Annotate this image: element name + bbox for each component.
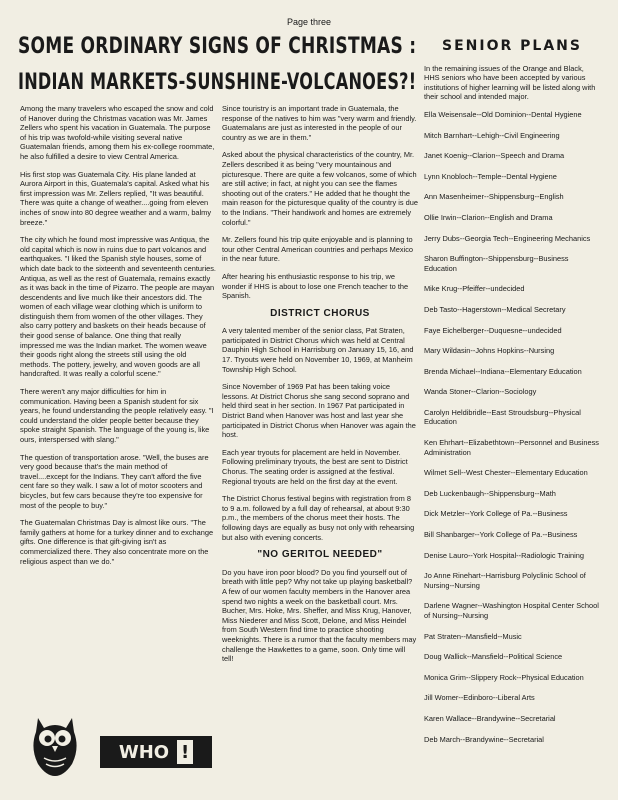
senior-plan-entry: Ann Masenheimer--Shippensburg--English (424, 192, 564, 202)
senior-plan-entry: Dick Metzler--York College of Pa.--Business (424, 509, 568, 519)
senior-plan-entry: Mary Wildasin--Johns Hopkins--Nursing (424, 346, 555, 356)
article-paragraph: The Guatemalan Christmas Day is almost like ours. "The family gathers at home for a turkey dinner and to exchange gifts. One difference is that gift-giving isn't as commercialized there. They also concentrate more on the religious aspect than we do." (20, 518, 214, 566)
senior-plan-entry: Jo Anne Rinehart--Harrisburg Polyclinic School of Nursing--Nursing (424, 571, 586, 590)
senior-plan-entry: Deb March--Brandywine--Secretarial (424, 734, 544, 744)
who-logo (100, 736, 212, 768)
senior-plan-entry: Denise Lauro--York Hospital--Radiologic Training (424, 550, 584, 560)
senior-plan-entry: Mike Krug--Pfeiffer--undecided (424, 284, 525, 294)
article-column-left (20, 104, 217, 574)
senior-plans-title: SENIOR PLANS (442, 38, 582, 54)
senior-plan-entry: Faye Eichelberger--Duquesne--undecided (424, 325, 562, 335)
article-paragraph: Asked about the physical characteristics of the country, Mr. Zellers described it as being "very mountainous and picturesque. There are quite a few volcanos, some of which are still active; in fact, at night you can see the flames shooting out of the craters." He added that he thought the main reason for the picturesque quality of the country is due to the Indians. "Their handiwork and homes are extremely colorful." (222, 150, 418, 227)
senior-plan-entry: Wilmet Sell--West Chester--Elementary Education (424, 468, 588, 478)
senior-plan-entry: Carolyn Heldibridle--East Stroudsburg--Physical Education (424, 407, 581, 427)
senior-plan-entry: Wanda Stoner--Clarion--Sociology (424, 387, 537, 397)
senior-plans-list (424, 110, 600, 744)
geritol-paragraph: Do you have iron poor blood? Do you find yourself out of breath with little pep? Why not take up playing basketball? A few of our women faculty members in the Hanover area spend two nights a week on the basketball court. Mrs. Bucher, Mrs. Hoke, Mrs. Sheffer, and Miss Krug, Hanover, Miss Niederer and Miss Scott, Delone, and Miss Heindel from South Western find time to practice shooting weeknights. There is a rumor that the faculty members may challenge the Hawkettes to a game, soon. Only time will tell! (222, 567, 417, 664)
chorus-paragraph: Since November of 1969 Pat has been taking voice lessons. At District Chorus she sang second soprano and held third seat in her section. In 1967 Pat participated in District Band when Hanover was host and last year she participated in District Chorus when Hanover was again the host. (222, 382, 416, 440)
senior-plan-entry: Bill Shanbarger--York College of Pa.--Business (424, 530, 578, 540)
headline-line-2: INDIAN MARKETS-SUNSHINE-VOLCANOES?! (18, 70, 417, 95)
senior-plan-entry: Ollie Irwin--Clarion--English and Drama (424, 212, 553, 222)
senior-plan-entry: Doug Wallick--Mansfield--Political Science (424, 652, 563, 662)
senior-plan-entry: Deb Luckenbaugh--Shippensburg--Math (424, 488, 556, 498)
page-number: Page three (286, 17, 332, 27)
senior-plan-entry: Brenda Michael--Indiana--Elementary Education (424, 366, 582, 376)
article-column-middle (222, 104, 418, 672)
district-chorus-heading: DISTRICT CHORUS (270, 307, 370, 319)
senior-plan-entry: Ken Ehrhart--Elizabethtown--Personnel and Business Administration (424, 438, 600, 457)
article-paragraph: The question of transportation arose. "Well, the buses are very good because that's the main method of travel....except for the Indians. They can't afford the five cent fare so they walk. I saw a lot of motor scooters and bicycles, but few cars because they're too expensive for most of the people to buy." (20, 452, 209, 510)
article-paragraph: His first stop was Guatemala City. His plane landed at Aurora Airport in this, Guatemala's capital. Asked what his first impression was Mr. Zellers replied, "It was beautiful. There was quite a change of weather....going from eleven inches of snow into 80 degree weather and a warm, balmy breeze." (20, 169, 212, 227)
article-paragraph: The city which he found most impressive was Antiqua, the old capital which is now in ruins due to part volcanos and earthquakes. "I liked the Spanish style houses, some of which date back to the sixteenth and seventeenth centuries. Antiqua, as well as the rest of Guatemala, remains exactly as it was back in the time of Pizarro. The people are mayan descendents and live much like their ancestors did. The women of each village wear clothing which is uniform to distinguish them from women of the other villages. They also carry pottery and baskets on their heads because of their good sense of balance. One thing that really impressed me was the Indian market. The women weave their goods right along the streets still using the old methods. The pottery, jewelry, and woven goods are all handcrafted. It was really a colorful scene." (20, 235, 216, 379)
chorus-paragraph: A very talented member of the senior class, Pat Straten, participated in District Chorus which was held at Central Dauphin High School in Harrisburg on January 15, 16, and 17. Tryouts were held on November 10, 1969, at Manheim Township High School. (222, 326, 414, 374)
senior-plan-entry: Ella Weisensale--Old Dominion--Dental Hygiene (424, 109, 582, 119)
article-paragraph: After hearing his enthusiastic response to his trip, we wonder if HHS is about to lose one French teacher to the Spanish. (222, 271, 409, 301)
who-logo-mark: ! (177, 740, 193, 764)
article-paragraph: There weren't any major difficulties for him in communication. Having been a Spanish student for six years, he found understanding the people relatively easy. "I could understand the older people better because they spoke straight Spanish. The language of the young is, like ours, interspersed with slang." (20, 387, 214, 444)
senior-plans-column (424, 38, 600, 755)
senior-plan-entry: Lynn Knobloch--Temple--Dental Hygiene (424, 171, 557, 181)
chorus-paragraph: The District Chorus festival begins with registration from 8 to 9 a.m. followed by a full day of rehearsal, at about 9:30 p.m., the members of the chorus meet their hosts. The following days are equally as busy not only with rehearsing but also with evening concerts. (222, 494, 415, 542)
senior-plan-entry: Monica Grim--Slippery Rock--Physical Education (424, 672, 584, 682)
chorus-paragraph: Each year tryouts for placement are held in November. Following preliminary tryouts, the best are sent to District Chorus. The seating order is assigned at the festival. Regional tryouts are held on the first day at the event. (222, 447, 408, 486)
senior-plan-entry: Karen Wallace--Brandywine--Secretarial (424, 713, 556, 723)
no-geritol-heading: "NO GERITOL NEEDED" (257, 549, 383, 561)
senior-plan-entry: Sharon Buffington--Shippensburg--Business Education (424, 254, 569, 273)
who-logo-word: WHO (118, 741, 170, 763)
senior-plan-entry: Mitch Barnhart--Lehigh--Civil Engineering (424, 130, 560, 140)
article-paragraph: Since touristry is an important trade in Guatemala, the response of the natives to him was "very warm and friendly. Guatemalans are just as interested in the people of our country as we are in them." (222, 104, 417, 142)
senior-plan-entry: Pat Straten--Mansfield--Music (424, 631, 522, 641)
headline-line-1: SOME ORDINARY SIGNS OF CHRISTMAS : (18, 34, 417, 59)
senior-plan-entry: Darlene Wagner--Washington Hospital Center School of Nursing--Nursing (424, 601, 599, 620)
senior-plans-intro: In the remaining issues of the Orange and Black, HHS seniors who have been accepted by various institutions of higher learning will be listed along with their school and intended major. (424, 63, 596, 102)
senior-plan-entry: Jerry Dubs--Georgia Tech--Engineering Mechanics (424, 233, 591, 243)
article-paragraph: Among the many travelers who escaped the snow and cold of Hanover during the Christmas vacation was Mr. James Zellers who spent his vacation in Guatemala. The purpose of his trip was twofold-while visiting several native Guatemalan friends, among them his ex-college roommate, he also fulfilled a desire to view Central America. (20, 104, 215, 161)
owl-icon (30, 712, 80, 778)
senior-plan-entry: Jill Womer--Edinboro--Liberal Arts (424, 693, 535, 703)
senior-plan-entry: Deb Tasto--Hagerstown--Medical Secretary (424, 304, 566, 314)
senior-plan-entry: Janet Koenig--Clarion--Speech and Drama (424, 151, 565, 161)
article-paragraph: Mr. Zellers found his trip quite enjoyable and is planning to tour other Central American countries and perhaps Mexico in the near future. (222, 235, 414, 264)
